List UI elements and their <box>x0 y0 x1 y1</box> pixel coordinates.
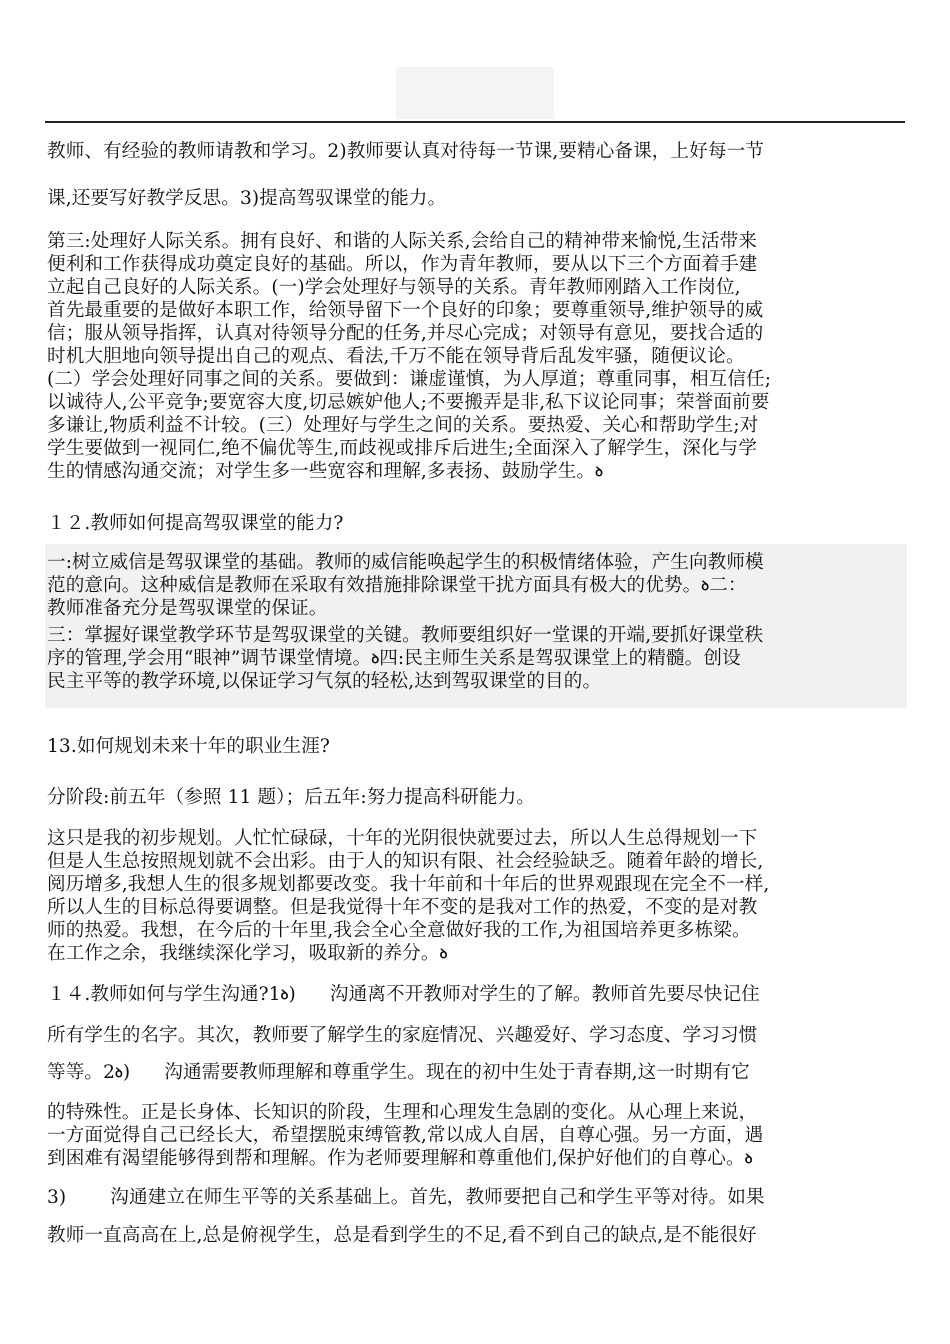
text-span: 3) <box>47 1187 67 1208</box>
text-line: 的特殊性。正是长身体、长知识的阶段，生理和心理发生急剧的变化。从心理上来说， <box>47 1102 758 1123</box>
text-span: 等等。2 <box>47 1062 116 1083</box>
text-line: 以诚待人,公平竞争;要宽容大度,切忌嫉妒他人;不要搬弄是非,私下议论同事；荣誉面前要 <box>47 392 770 413</box>
text-line: 师的热爱。我想，在今后的十年里,我会全心全意做好我的工作,为祖国培养更多栋梁。 <box>47 920 751 941</box>
text-line: 所有学生的名字。其次，教师要了解学生的家庭情况、兴趣爱好、学习态度、学习习惯 <box>47 1025 758 1046</box>
text-line <box>47 1186 907 1209</box>
text-span: 生的情感沟通交流；对学生多一些宽容和理解,多表扬、鼓励学生。 <box>47 461 596 482</box>
text-span: 在工作之余，我继续深化学习，吸取新的养分。 <box>47 943 440 964</box>
return-mark: ꝺ <box>701 579 710 594</box>
return-mark: ꝺ <box>115 1066 123 1081</box>
text-span: 沟通需要教师理解和尊重学生。现在的初中生处于青春期,这一时期有它 <box>164 1062 750 1083</box>
text-line: 课,还要写好教学反思。3)提高驾驭课堂的能力。 <box>47 188 447 209</box>
text-line: 一方面觉得自己已经长大，希望摆脱束缚管教,常以成人自居，自尊心强。另一方面，遇 <box>47 1125 764 1146</box>
text-span: １４.教师如何与学生沟通?1 <box>47 984 281 1005</box>
text-span: 到困难有渴望能够得到帮和理解。作为老师要理解和尊重他们,保护好他们的自尊心。 <box>47 1148 745 1169</box>
text-line: 分阶段:前五年（参照 11 题）；后五年:努力提高科研能力。 <box>47 787 535 808</box>
text-line <box>47 1061 907 1085</box>
text-line: 教师一直高高在上,总是俯视学生，总是看到学生的不足,看不到自己的缺点,是不能很好 <box>47 1225 757 1246</box>
question-heading: 13.如何规划未来十年的职业生涯? <box>47 736 330 757</box>
return-mark: ꝺ <box>280 988 289 1003</box>
return-mark: ꝺ <box>371 652 380 667</box>
text-line <box>47 647 907 671</box>
text-line: 便利和工作获得成功奠定良好的基础。所以，作为青年教师，要从以下三个方面着手建 <box>47 254 758 275</box>
header-image-placeholder <box>396 67 554 119</box>
text-span: 沟通建立在师生平等的关系基础上。首先，教师要把自己和学生平等对待。如果 <box>110 1187 765 1208</box>
text-line: 首先最重要的是做好本职工作，给领导留下一个良好的印象；要尊重领导,维护领导的威 <box>47 300 764 321</box>
text-line: 教师、有经验的教师请教和学习。2)教师要认真对待每一节课,要精心备课，上好每一节 <box>47 141 764 162</box>
text-span: 四:民主师生关系是驾驭课堂上的精髓。创设 <box>379 648 741 669</box>
text-line: 这只是我的初步规划。人忙忙碌碌，十年的光阴很快就要过去，所以人生总得规划一下 <box>47 828 758 849</box>
text-line <box>47 574 907 598</box>
text-line: 信；服从领导指挥，认真对待领导分配的任务,并尽心完成；对领导有意见，要找合适的 <box>47 323 764 344</box>
text-span: 范的意向。这种威信是教师在采取有效措施排除课堂干扰方面具有极大的优势。 <box>47 575 702 596</box>
text-line: 时机大胆地向领导提出自己的观点、看法,千万不能在领导背后乱发牢骚，随便议论。 <box>47 346 745 367</box>
text-line: 教师准备充分是驾驭课堂的保证。 <box>47 598 328 619</box>
question-heading: １２.教师如何提高驾驭课堂的能力? <box>47 513 344 534</box>
text-span: 序的管理,学会用“眼神”调节课堂情境。 <box>47 648 372 669</box>
text-span: ) <box>122 1062 131 1083</box>
text-span: ) <box>288 984 296 1005</box>
text-line: 多谦让,物质利益不计较。(三）处理好与学生之间的关系。要热爱、关心和帮助学生;对 <box>47 415 759 436</box>
return-mark: ꝺ <box>595 465 604 480</box>
text-line: 民主平等的教学环境,以保证学习气氛的轻松,达到驾驭课堂的目的。 <box>47 671 602 692</box>
text-line: 阅历增多,我想人生的很多规划都要改变。我十年前和十年后的世界观跟现在完全不一样, <box>47 874 770 895</box>
text-line: 所以人生的目标总得要调整。但是我觉得十年不变的是我对工作的热爱，不变的是对教 <box>47 897 758 918</box>
text-line: 三：掌握好课堂教学环节是驾驭课堂的关键。教师要组织好一堂课的开端,要抓好课堂秩 <box>47 625 764 646</box>
text-line: 第三:处理好人际关系。拥有良好、和谐的人际关系,会给自己的精神带来愉悦,生活带来 <box>47 231 758 252</box>
question-heading <box>47 983 907 1007</box>
text-line: 一:树立威信是驾驭课堂的基础。教师的威信能唤起学生的积极情绪体验，产生向教师模 <box>47 552 764 573</box>
text-line <box>47 942 907 966</box>
text-span: 二： <box>709 575 747 596</box>
text-line: 立起自己良好的人际关系。(一)学会处理好与领导的关系。青年教师刚踏入工作岗位, <box>47 277 741 298</box>
text-line <box>47 1147 907 1171</box>
return-mark: ꝺ <box>744 1152 753 1167</box>
text-line: 学生要做到一视同仁,绝不偏优等生,而歧视或排斥后进生;全面深入了解学生，深化与学 <box>47 438 758 459</box>
text-line: 但是人生总按照规划就不会出彩。由于人的知识有限、社会经验缺乏。随着年龄的增长, <box>47 851 764 872</box>
return-mark: ꝺ <box>439 947 448 962</box>
text-line <box>47 460 907 484</box>
text-span: 沟通离不开教师对学生的了解。教师首先要尽快记住 <box>329 984 760 1005</box>
header-rule <box>45 121 905 123</box>
text-line: (二）学会处理好同事之间的关系。要做到：谦虚谨慎，为人厚道；尊重同事，相互信任; <box>47 369 772 390</box>
